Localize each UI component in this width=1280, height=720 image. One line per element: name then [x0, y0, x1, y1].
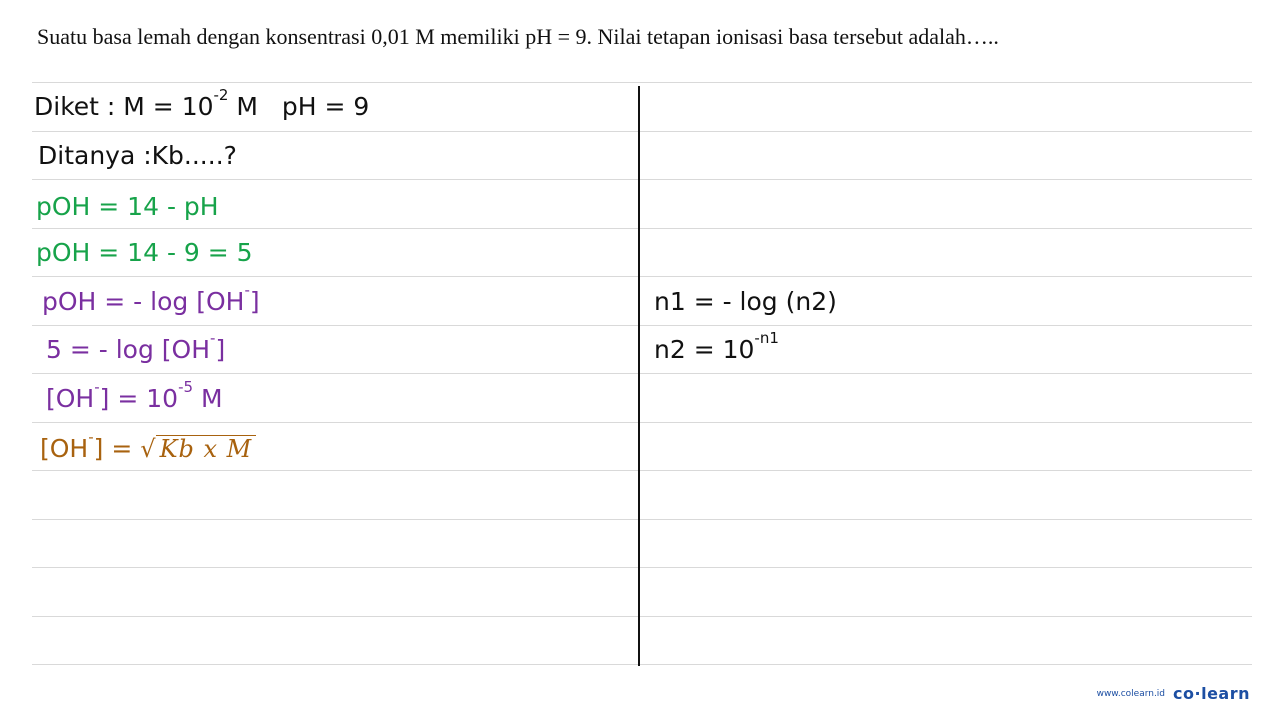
- square-root: [140, 434, 256, 464]
- bracket-close: ]: [215, 335, 226, 364]
- log-rule: n1 = - log (n2): [654, 287, 837, 316]
- power-rule-text: n2 = 10: [654, 335, 755, 364]
- ruled-line: [32, 470, 1252, 471]
- equals-sign: ] =: [93, 434, 141, 463]
- poh-formula: pOH = 14 - pH: [36, 192, 219, 221]
- question-text: Suatu basa lemah dengan konsentrasi 0,01 M memiliki pH = 9. Nilai tetapan ionisasi basa tersebut adalah…..: [37, 24, 999, 49]
- sqrt-icon: √: [140, 435, 156, 463]
- given-line: [34, 86, 370, 122]
- ruled-line: [32, 422, 1252, 423]
- power-base: ] = 10: [99, 384, 179, 413]
- ruled-line: [32, 276, 1252, 277]
- ruled-line: [32, 228, 1252, 229]
- hydroxide-concentration: [46, 378, 223, 414]
- asked-line: Ditanya :Kb.....?: [38, 141, 237, 170]
- ion-charge: -: [244, 281, 250, 299]
- ruled-line: [32, 82, 1252, 83]
- ion-charge: -: [88, 428, 94, 446]
- log-equation-text: 5 = - log [OH: [46, 335, 211, 364]
- logo-brand: co·learn: [1173, 684, 1250, 703]
- ruled-line: [32, 131, 1252, 132]
- bracket-close: ]: [249, 287, 260, 316]
- given-text: Diket : M = 10: [34, 92, 214, 121]
- radicand: Kb x M: [156, 435, 257, 462]
- ruled-line: [32, 373, 1252, 374]
- poh-log-text: pOH = - log [OH: [42, 287, 245, 316]
- poh-value: pOH = 14 - 9 = 5: [36, 238, 253, 267]
- unit: M: [193, 384, 223, 413]
- oh-text: [OH: [40, 434, 89, 463]
- given-text-tail: M pH = 9: [228, 92, 370, 121]
- power-rule-exponent: -n1: [754, 329, 779, 347]
- oh-text: [OH: [46, 384, 95, 413]
- ruled-line: [32, 616, 1252, 617]
- ion-charge: -: [210, 329, 216, 347]
- power-rule: [654, 329, 779, 365]
- ruled-line: [32, 519, 1252, 520]
- ruled-line: [32, 664, 1252, 665]
- ruled-line: [32, 179, 1252, 180]
- power-exponent: -5: [178, 378, 194, 396]
- log-equation: [46, 329, 226, 365]
- column-divider: [638, 86, 640, 666]
- poh-log-definition: [42, 281, 260, 317]
- ruled-line: [32, 567, 1252, 568]
- logo-url: www.colearn.id: [1096, 688, 1166, 699]
- colearn-logo: [1097, 684, 1250, 703]
- given-exponent: -2: [213, 86, 229, 104]
- ruled-line: [32, 325, 1252, 326]
- ion-charge: -: [94, 378, 100, 396]
- hydroxide-formula: [40, 428, 256, 464]
